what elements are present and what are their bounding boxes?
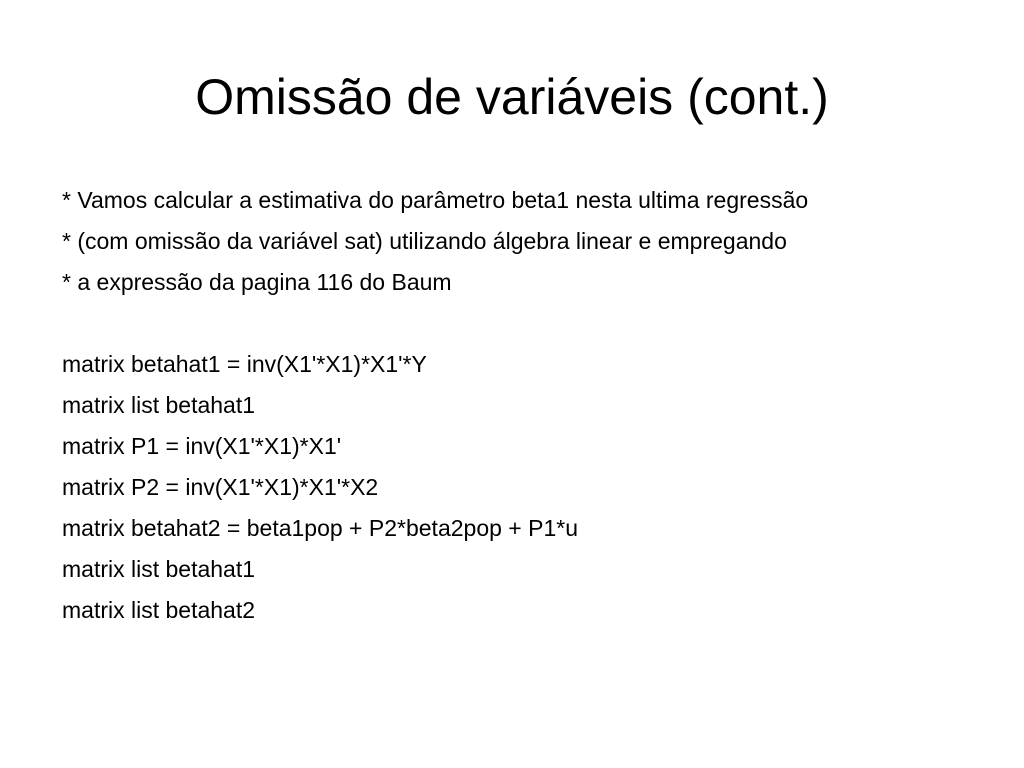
body-line-code-3: matrix P1 = inv(X1'*X1)*X1' <box>62 433 342 459</box>
body-line-code-4: matrix P2 = inv(X1'*X1)*X1'*X2 <box>62 474 379 500</box>
body-line-comment-3: * a expressão da pagina 116 do Baum <box>62 269 452 295</box>
body-line-code-6: matrix list betahat1 <box>62 556 256 582</box>
slide-title: Omissão de variáveis (cont.) <box>195 69 829 125</box>
body-line-code-7: matrix list betahat2 <box>62 597 256 623</box>
body-line-comment-2: * (com omissão da variável sat) utilizando álgebra linear e empregando <box>62 228 787 254</box>
body-line-code-2: matrix list betahat1 <box>62 392 256 418</box>
body-line-blank <box>62 303 1012 344</box>
body-line-code-5: matrix betahat2 = beta1pop + P2*beta2pop + P1*u <box>62 515 578 541</box>
body-line-comment-1: * Vamos calcular a estimativa do parâmetro beta1 nesta ultima regressão <box>62 187 809 213</box>
body-line-code-1: matrix betahat1 = inv(X1'*X1)*X1'*Y <box>62 351 427 377</box>
slide-body <box>62 180 1012 631</box>
